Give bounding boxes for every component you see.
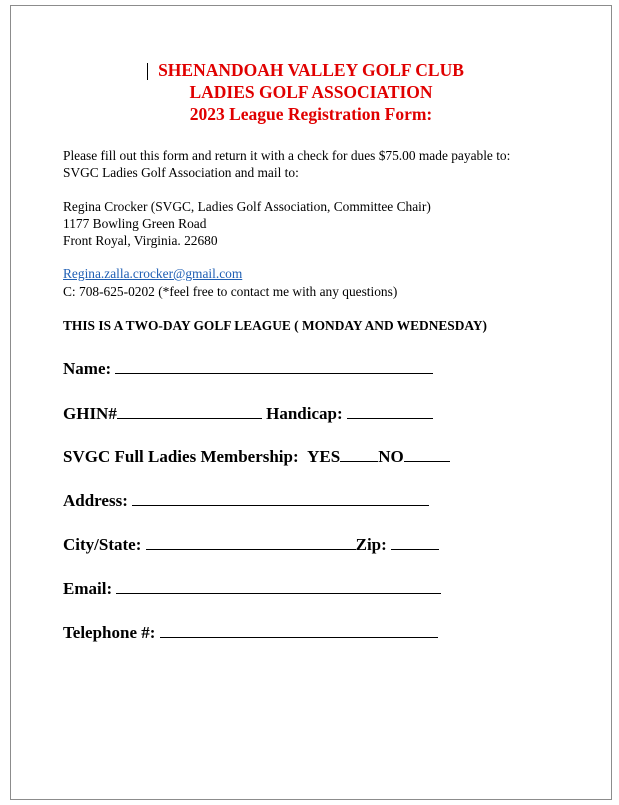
city-state-input-line[interactable] — [146, 532, 356, 550]
contact-phone: C: 708-625-0202 (*feel free to contact me with any questions) — [63, 284, 398, 299]
contact-street: 1177 Bowling Green Road — [63, 216, 207, 231]
club-title: SHENANDOAH VALLEY GOLF CLUB — [158, 60, 464, 80]
email-field — [63, 576, 441, 600]
address-input-line[interactable] — [132, 488, 429, 506]
contact-name: Regina Crocker (SVGC, Ladies Golf Association, Committee Chair) — [63, 199, 431, 214]
form-title: 2023 League Registration Form: — [189, 104, 433, 124]
name-input-line[interactable] — [115, 356, 433, 374]
zip-label: Zip: — [355, 535, 387, 554]
ghin-input-line[interactable] — [117, 401, 262, 419]
no-label: NO — [378, 447, 404, 466]
zip-input-line[interactable] — [391, 532, 439, 550]
telephone-input-line[interactable] — [160, 620, 438, 638]
yes-label: YES — [307, 447, 341, 466]
email-label: Email: — [63, 579, 113, 598]
no-input-line[interactable] — [404, 444, 450, 462]
telephone-label: Telephone #: — [63, 623, 156, 642]
yes-input-line[interactable] — [340, 444, 378, 462]
city-state-label: City/State: — [63, 535, 142, 554]
email-input-line[interactable] — [116, 576, 441, 594]
form-page — [10, 5, 612, 800]
city-state-zip-field — [63, 532, 439, 556]
address-label: Address: — [63, 491, 128, 510]
membership-field — [63, 444, 450, 468]
intro-line-1: Please fill out this form and return it with a check for dues $75.00 made payable to: — [63, 148, 511, 163]
name-field — [63, 356, 433, 380]
association-title: LADIES GOLF ASSOCIATION — [189, 82, 433, 102]
address-field — [63, 488, 429, 512]
league-notice: THIS IS A TWO-DAY GOLF LEAGUE ( MONDAY AND WEDNESDAY) — [63, 318, 487, 333]
membership-label: SVGC Full Ladies Membership: — [63, 447, 299, 466]
contact-city: Front Royal, Virginia. 22680 — [63, 233, 218, 248]
name-label: Name: — [63, 359, 112, 378]
intro-line-2: SVGC Ladies Golf Association and mail to: — [63, 165, 299, 180]
telephone-field — [63, 620, 438, 644]
handicap-input-line[interactable] — [347, 401, 433, 419]
contact-email-link[interactable]: Regina.zalla.crocker@gmail.com — [63, 266, 243, 281]
ghin-label: GHIN# — [63, 404, 117, 423]
handicap-label: Handicap: — [266, 404, 343, 423]
ghin-handicap-field — [63, 401, 433, 425]
